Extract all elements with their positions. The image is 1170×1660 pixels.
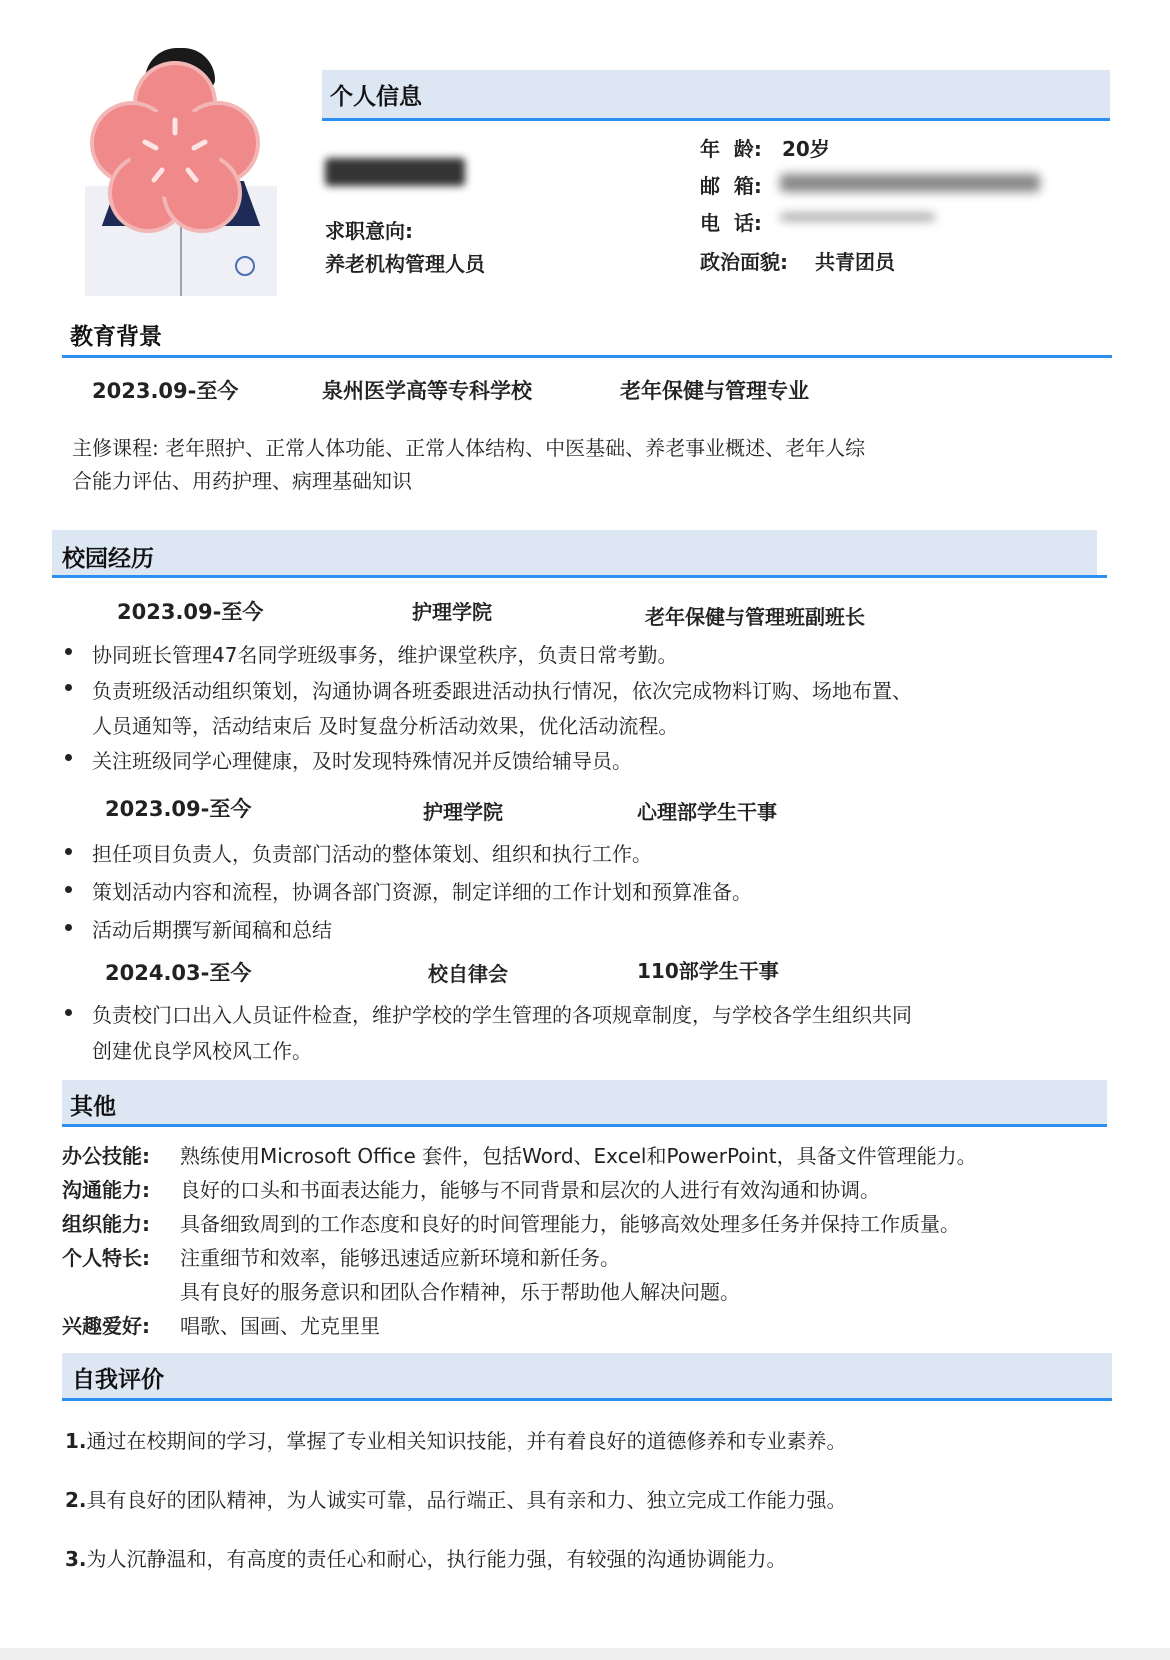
campus-entry-1-bullet-1: 协同班长管理47名同学班级事务，维护课堂秩序，负责日常考勤。: [92, 643, 678, 667]
communication-value: 良好的口头和书面表达能力，能够与不同背景和层次的人进行有效沟通和协调。: [180, 1178, 880, 1202]
office-skill-value: 熟练使用Microsoft Office 套件，包括Word、Excel和PowerPoint，具备文件管理能力。: [180, 1144, 977, 1168]
campus-entry-2-role: 心理部学生干事: [637, 800, 777, 824]
education-title: 教育背景: [70, 324, 162, 350]
bullet-dot: [65, 886, 72, 893]
campus-entry-1-bullet-3: 关注班级同学心理健康，及时发现特殊情况并反馈给辅导员。: [92, 749, 632, 773]
education-major: 老年保健与管理专业: [620, 379, 809, 403]
specialty-value: 注重细节和效率，能够迅速适应新环境和新任务。: [180, 1246, 620, 1270]
specialty-label: 个人特长:: [62, 1246, 150, 1270]
bullet-dot: [65, 684, 72, 691]
campus-header: [52, 530, 1097, 577]
other-header: [62, 1080, 1107, 1127]
organization-label: 组织能力:: [62, 1212, 150, 1236]
campus-entry-2-bullet-3: 活动后期撰写新闻稿和总结: [92, 918, 332, 942]
email-label: 邮 箱:: [700, 174, 762, 198]
self-eval-item-2: [65, 1484, 847, 1513]
education-date: 2023.09-至今: [92, 379, 239, 403]
communication-label: 沟通能力:: [62, 1178, 150, 1202]
campus-title: 校园经历: [62, 546, 154, 572]
self-eval-text: 通过在校期间的学习，掌握了专业相关知识技能，并有着良好的道德修养和专业素养。: [86, 1429, 847, 1453]
bullet-dot: [65, 1009, 72, 1016]
specialty-value-2: 具有良好的服务意识和团队合作精神，乐于帮助他人解决问题。: [180, 1280, 740, 1304]
job-intent-label: 求职意向:: [325, 219, 413, 243]
education-underline: [62, 355, 1112, 358]
flower-sticker-icon: [90, 58, 260, 238]
self-eval-num: 1.: [65, 1429, 87, 1453]
self-eval-item-3: [65, 1543, 787, 1572]
campus-entry-1-bullet-2: 负责班级活动组织策划，沟通协调各班委跟进活动执行情况，依次完成物料订购、场地布置、: [92, 679, 912, 703]
profile-photo: [85, 48, 277, 296]
campus-entry-2-org: 护理学院: [423, 800, 503, 824]
office-skill-label: 办公技能:: [62, 1144, 150, 1168]
organization-value: 具备细致周到的工作态度和良好的时间管理能力，能够高效处理多任务并保持工作质量。: [180, 1212, 960, 1236]
campus-entry-3-date: 2024.03-至今: [105, 961, 252, 985]
page-bottom-edge: [0, 1648, 1170, 1660]
phone-redacted: [780, 214, 935, 220]
campus-entry-3-bullet-1: 负责校门口出入人员证件检查，维护学校的学生管理的各项规章制度，与学校各学生组织共同: [92, 1003, 912, 1027]
self-eval-header: [62, 1353, 1112, 1401]
age-label: 年 龄:: [700, 137, 762, 161]
job-intent-value: 养老机构管理人员: [325, 252, 485, 276]
phone-label: 电 话:: [700, 211, 762, 235]
hobbies-value: 唱歌、国画、尤克里里: [180, 1314, 380, 1338]
hobbies-label: 兴趣爱好:: [62, 1314, 150, 1338]
self-eval-num: 2.: [65, 1488, 87, 1512]
campus-entry-3-bullet-1-cont: 创建优良学风校风工作。: [92, 1039, 312, 1063]
other-title: 其他: [70, 1094, 116, 1120]
self-eval-num: 3.: [65, 1547, 87, 1571]
politics-label: 政治面貌:: [700, 250, 788, 274]
self-eval-title: 自我评价: [72, 1367, 164, 1393]
politics-value: 共青团员: [815, 250, 895, 274]
campus-entry-3-role: 110部学生干事: [637, 959, 779, 983]
campus-entry-1-role: 老年保健与管理班副班长: [645, 605, 865, 629]
campus-entry-1-date: 2023.09-至今: [117, 600, 264, 624]
age-value: 20岁: [782, 137, 830, 161]
campus-entry-2-bullet-1: 担任项目负责人，负责部门活动的整体策划、组织和执行工作。: [92, 842, 652, 866]
personal-info-title: 个人信息: [330, 84, 422, 110]
bullet-dot: [65, 848, 72, 855]
personal-info-header: [322, 70, 1110, 121]
self-eval-item-1: [65, 1425, 847, 1454]
campus-underline: [52, 575, 1107, 578]
courses-line-1: 主修课程: 老年照护、正常人体功能、正常人体结构、中医基础、养老事业概述、老年人综: [72, 436, 866, 460]
bullet-dot: [65, 924, 72, 931]
self-eval-text: 具有良好的团队精神，为人诚实可靠，品行端正、具有亲和力、独立完成工作能力强。: [86, 1488, 847, 1512]
campus-entry-2-date: 2023.09-至今: [105, 797, 252, 821]
courses-line-2: 合能力评估、用药护理、病理基础知识: [72, 469, 412, 493]
campus-entry-3-org: 校自律会: [428, 962, 508, 986]
name-redacted: [325, 158, 465, 186]
campus-entry-2-bullet-2: 策划活动内容和流程，协调各部门资源，制定详细的工作计划和预算准备。: [92, 880, 752, 904]
education-school: 泉州医学高等专科学校: [322, 379, 532, 403]
email-redacted: [780, 174, 1040, 192]
photo-school-badge: [235, 256, 255, 276]
bullet-dot: [65, 648, 72, 655]
self-eval-text: 为人沉静温和，有高度的责任心和耐心，执行能力强，有较强的沟通协调能力。: [86, 1547, 787, 1571]
campus-entry-1-bullet-2-cont: 人员通知等，活动结束后 及时复盘分析活动效果，优化活动流程。: [92, 714, 679, 738]
campus-entry-1-org: 护理学院: [412, 600, 492, 624]
bullet-dot: [65, 754, 72, 761]
